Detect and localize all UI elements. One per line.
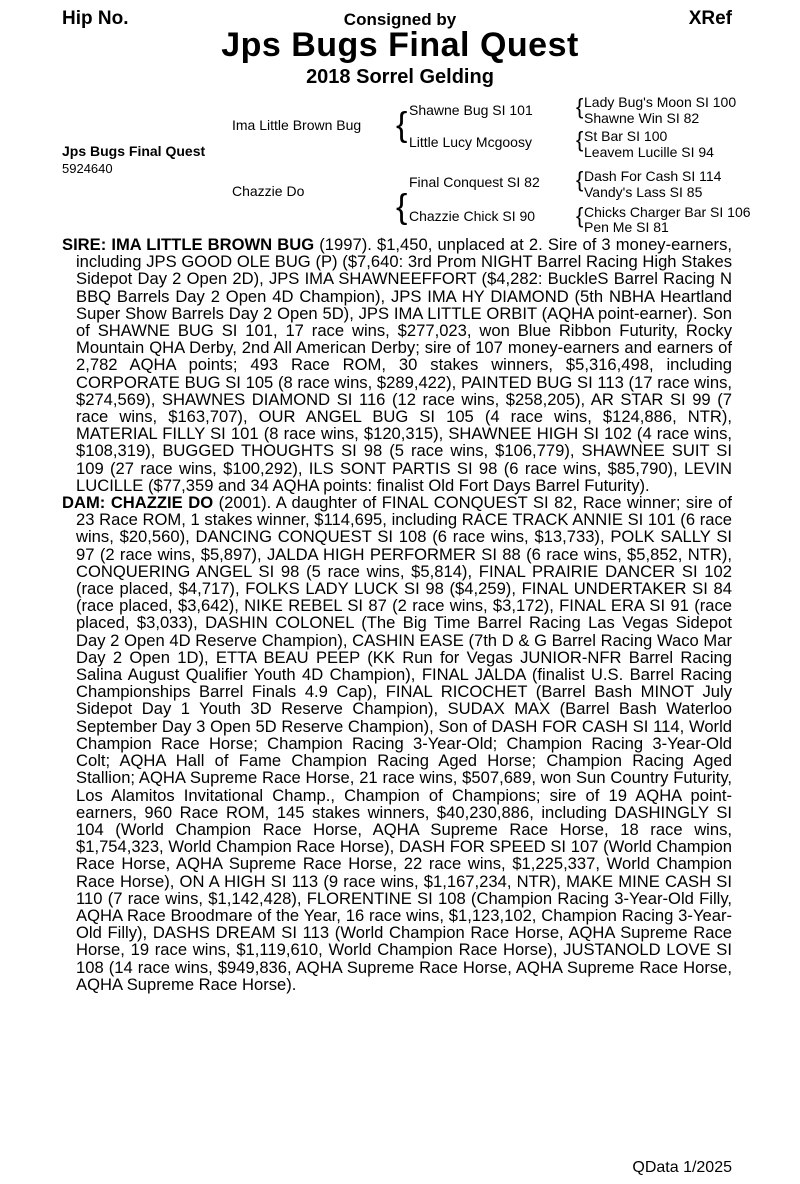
pedigree-brace-dd: { [576, 203, 584, 228]
pedigree-brace-ss: { [576, 94, 584, 119]
consigned-by-label: Consigned by [343, 10, 457, 29]
pedigree-registration: 5924640 [62, 161, 113, 176]
pedigree-dam-sire: Final Conquest SI 82 [409, 174, 540, 190]
sire-heading: SIRE: IMA LITTLE BROWN BUG [62, 235, 315, 254]
xref-label: XRef [688, 8, 732, 29]
pedigree-brace-sire: { [396, 106, 408, 144]
pedigree-brace-sd: { [576, 127, 584, 152]
pedigree-sire-sire: Shawne Bug SI 101 [409, 102, 533, 118]
pedigree-dam-dam: Chazzie Chick SI 90 [409, 208, 536, 224]
dam-text: (2001). A daughter of FINAL CONQUEST SI 82, Race winner; sire of 23 Race ROM, 1 stakes winner, $114,695, including RACE TRACK ANNIE SI 101 (6 race wins, $20,560), DANCING CONQUEST SI 108 (6 race wins, $13,733), POLK SALLY SI 97 (2 race wins, $5,897), JALDA HIGH PERFORMER SI 88 (6 race wins, $5,852, NTR), CONQUERING ANGEL SI 98 (5 race wins, $5,814), FINAL PRAIRIE DANCER SI 102 (race placed, $4,717), FOLKS LADY LUCK SI 98 ($4,259), FINAL UNDERTAKER SI 84 (race placed, $3,642), NIKE REBEL SI 87 (2 race wins, $3,172), FINAL ERA SI 91 (race placed, $3,033), DASHIN COLONEL (The Big Time Barrel Racing Las Vegas Sidepot Day 2 Open 4D Reserve Champion), CASHIN EASE (7th D & G Barrel Racing Waco Mar Day 2 Open 1D), ETTA BEAU PEEP (KK Run for Vegas JUNIOR-NFR Barrel Racing Salina August Qualifier Youth 4D Champion), FINAL JALDA (finalist U.S. Barrel Racing Championships Barrel Finals 4.9 Cap), FINAL RICOCHET (Barrel Bash MINOT July Sidepot Day 1 Youth 3D Reserve Champion), SUDAX MAX (Barrel Bash Waterloo September Day 3 Open 5D Reserve Champion), Son of DASH FOR CASH SI 114, World Champion Race Horse; Champion Racing 3-Year-Old; Champion Racing 3-Year-Old Colt; AQHA Hall of Fame Champion Racing Aged Horse; Champion Racing Aged Stallion; AQHA Supreme Race Horse, 21 race wins, $507,689, won Sun Country Futurity, Los Alamitos Invitational Champ., Champion of Champions; sire of 19 AQHA point-earners, 960 Race ROM, 145 stakes winners, $40,230,886, including DASHINGLY SI 104 (World Champion Race Horse, AQHA Supreme Race Horse, 18 race wins, $1,754,323, World Champion Race Horse), DASH FOR SPEED SI 107 (World Champion Race Horse, AQHA Supreme Race Horse, 22 race wins, $1,225,337, World Champion Race Horse), ON A HIGH SI 113 (9 race wins, $1,167,234, NTR), MAKE MINE CASH SI 110 (7 race wins, $1,142,428), FLORENTINE SI 108 (Champion Racing 3-Year-Old Filly, AQHA Race Broodmare of the Year, 16 race wins, $1,123,102, Champion Racing 3-Year-Old Filly), DASHS DREAM SI 113 (World Champion Race Horse, AQHA Supreme Race Horse, 19 race wins, $1,119,610, World Champion Race Horse), JUSTANOLD LOVE SI 108 (14 race wins, $949,836, AQHA Supreme Race Horse, AQHA Supreme Race Horse, AQHA Supreme Race Horse). [76, 493, 733, 994]
pedigree-brace-ds: { [576, 167, 584, 192]
hip-number-label: Hip No. [62, 8, 129, 29]
sire-paragraph [62, 236, 732, 494]
horse-name-title: Jps Bugs Final Quest [221, 26, 579, 64]
dam-heading: DAM: CHAZZIE DO [62, 493, 214, 513]
pedigree-dd-dam: Pen Me SI 81 [584, 219, 669, 235]
dam-paragraph [62, 494, 732, 993]
pedigree-sire-dam: Little Lucy Mcgoosy [409, 134, 532, 150]
catalog-body [62, 236, 732, 993]
pedigree-sire: Ima Little Brown Bug [232, 117, 362, 133]
sire-text: (1997). $1,450, unplaced at 2. Sire of 3 money-earners, including JPS GOOD OLE BUG (P) ($7,640: 3rd Prom NIGHT Barrel Racing High Stakes Sidepot Day 2 Open 2D), JPS IMA SHAWNEEFFORT ($4,282: BuckleS Barrel Racing N BBQ Barrels Day 2 Open 4D Champion), JPS IMA HY DIAMOND (5th NBHA Heartland Super Show Barrels Day 2 Open 5D), JPS IMA LITTLE ORBIT (AQHA point-earner). Son of SHAWNE BUG SI 101, 17 race wins, $277,023, won Blue Ribbon Futurity, Rocky Mountain QHA Derby, 2nd All American Derby; sire of 107 money-earners and earners of 2,782 AQHA points; 493 Race ROM, 30 stakes winners, $5,316,498, including CORPORATE BUG SI 105 (8 race wins, $289,422), PAINTED BUG SI 113 (17 race wins, $274,569), SHAWNES DIAMOND SI 116 (12 race wins, $258,205), AR STAR SI 99 (7 race wins, $163,707), OUR ANGEL BUG SI 105 (4 race wins, $124,886, NTR), MATERIAL FILLY SI 101 (8 race wins, $120,315), SHAWNEE HIGH SI 102 (4 race wins, $108,319), BUGGED THOUGHTS SI 98 (5 race wins, $106,779), SHAWNEE SUIT SI 109 (27 race wins, $100,292), ILS SONT PARTIS SI 98 (6 race wins, $85,790), LEVIN LUCILLE ($77,359 and 34 AQHA points: finalist Old Fort Days Barrel Futurity). [76, 235, 732, 495]
pedigree-ds-dam: Vandy's Lass SI 85 [584, 184, 703, 200]
horse-description: 2018 Sorrel Gelding [306, 66, 494, 88]
pedigree-dam: Chazzie Do [232, 183, 305, 199]
pedigree-subject-name: Jps Bugs Final Quest [62, 143, 206, 159]
pedigree-ss-sire: Lady Bug's Moon SI 100 [584, 94, 737, 110]
pedigree-ss-dam: Shawne Win SI 82 [584, 110, 700, 126]
pedigree-brace-dam: { [396, 188, 408, 226]
pedigree-ds-sire: Dash For Cash SI 114 [584, 168, 722, 184]
pedigree-dd-sire: Chicks Charger Bar SI 106 [584, 204, 751, 220]
data-source-footer: QData 1/2025 [632, 1159, 732, 1176]
pedigree-sd-dam: Leavem Lucille SI 94 [584, 144, 714, 160]
pedigree-sd-sire: St Bar SI 100 [584, 128, 668, 144]
